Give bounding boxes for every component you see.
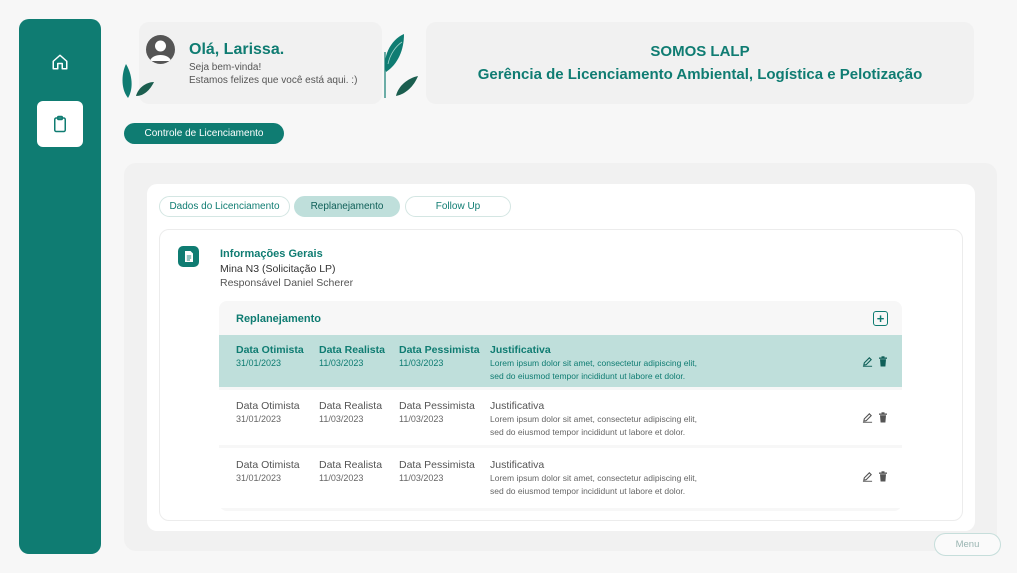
justificativa-line-2: sed do eiusmod tempor incididunt ut labore et dolor.	[490, 370, 686, 381]
justificativa-text	[490, 413, 697, 438]
document-icon	[178, 246, 199, 267]
greeting-card	[139, 22, 382, 104]
edit-button[interactable]	[861, 355, 873, 367]
date-pessimista: 11/03/2023	[399, 358, 444, 368]
plus-icon: +	[876, 311, 885, 326]
col-label-pessimista: Data Pessimista	[399, 400, 475, 412]
trash-icon	[878, 356, 888, 367]
justificativa-text	[490, 357, 697, 382]
col-label-realista: Data Realista	[319, 400, 383, 412]
greeting-line-2: Estamos felizes que você está aqui. :)	[189, 74, 358, 86]
pencil-icon	[862, 412, 873, 423]
delete-button[interactable]	[877, 411, 889, 423]
greeting-line-1: Seja bem-vinda!	[189, 62, 262, 73]
table-row[interactable]	[219, 335, 902, 387]
controle-licenciamento-button[interactable]: Controle de Licenciamento	[124, 123, 284, 144]
tab-follow-up[interactable]: Follow Up	[405, 196, 511, 217]
page-title: SOMOS LALP	[650, 43, 750, 60]
col-label-otimista: Data Otimista	[236, 400, 300, 412]
col-label-justificativa: Justificativa	[490, 400, 545, 412]
justificativa-line-2: sed do eiusmod tempor incididunt ut labore et dolor.	[490, 426, 686, 437]
col-label-otimista: Data Otimista	[236, 344, 304, 356]
col-label-pessimista: Data Pessimista	[399, 459, 475, 471]
edit-button[interactable]	[861, 470, 873, 482]
pencil-icon	[862, 471, 873, 482]
leaf-decoration-right	[380, 32, 422, 100]
edit-button[interactable]	[861, 411, 873, 423]
replanejamento-title: Replanejamento	[236, 313, 321, 325]
trash-icon	[878, 471, 888, 482]
tab-dados-licenciamento[interactable]: Dados do Licenciamento	[159, 196, 290, 217]
date-otimista: 31/01/2023	[236, 473, 282, 483]
add-replanejamento-button[interactable]	[873, 311, 888, 326]
justificativa-text	[490, 472, 697, 497]
col-label-pessimista: Data Pessimista	[399, 344, 480, 356]
info-project: Mina N3 (Solicitação LP)	[220, 263, 336, 275]
col-label-justificativa: Justificativa	[490, 344, 551, 356]
sidebar	[19, 19, 101, 554]
clipboard-icon	[51, 115, 69, 133]
delete-button[interactable]	[877, 470, 889, 482]
table-row[interactable]	[219, 390, 902, 445]
tab-replanejamento[interactable]: Replanejamento	[294, 196, 400, 217]
date-pessimista: 11/03/2023	[399, 414, 444, 424]
justificativa-line-1: Lorem ipsum dolor sit amet, consectetur adipiscing elit,	[490, 414, 697, 424]
col-label-realista: Data Realista	[319, 344, 385, 356]
leaf-decoration-left	[118, 60, 158, 100]
menu-button[interactable]: Menu	[934, 533, 1001, 556]
col-label-otimista: Data Otimista	[236, 459, 300, 471]
page-subtitle: Gerência de Licenciamento Ambiental, Logística e Pelotização	[477, 66, 923, 83]
info-responsible: Responsável Daniel Scherer	[220, 277, 354, 289]
date-otimista: 31/01/2023	[236, 414, 282, 424]
col-label-realista: Data Realista	[319, 459, 383, 471]
date-otimista: 31/01/2023	[236, 358, 282, 368]
date-realista: 11/03/2023	[319, 473, 364, 483]
justificativa-line-2: sed do eiusmod tempor incididunt ut labore et dolor.	[490, 485, 686, 496]
table-row[interactable]	[219, 448, 902, 508]
info-title: Informações Gerais	[220, 248, 323, 260]
home-icon	[51, 53, 69, 71]
justificativa-line-1: Lorem ipsum dolor sit amet, consectetur adipiscing elit,	[490, 473, 697, 483]
date-realista: 11/03/2023	[319, 358, 364, 368]
justificativa-line-1: Lorem ipsum dolor sit amet, consectetur adipiscing elit,	[490, 358, 697, 368]
sidebar-item-home[interactable]	[37, 39, 83, 85]
greeting-message	[189, 62, 357, 87]
delete-button[interactable]	[877, 355, 889, 367]
date-pessimista: 11/03/2023	[399, 473, 444, 483]
pencil-icon	[862, 356, 873, 367]
greeting-title: Olá, Larissa.	[189, 41, 285, 58]
date-realista: 11/03/2023	[319, 414, 364, 424]
col-label-justificativa: Justificativa	[490, 459, 545, 471]
trash-icon	[878, 412, 888, 423]
header-card	[426, 22, 974, 104]
sidebar-item-licenciamento[interactable]	[37, 101, 83, 147]
